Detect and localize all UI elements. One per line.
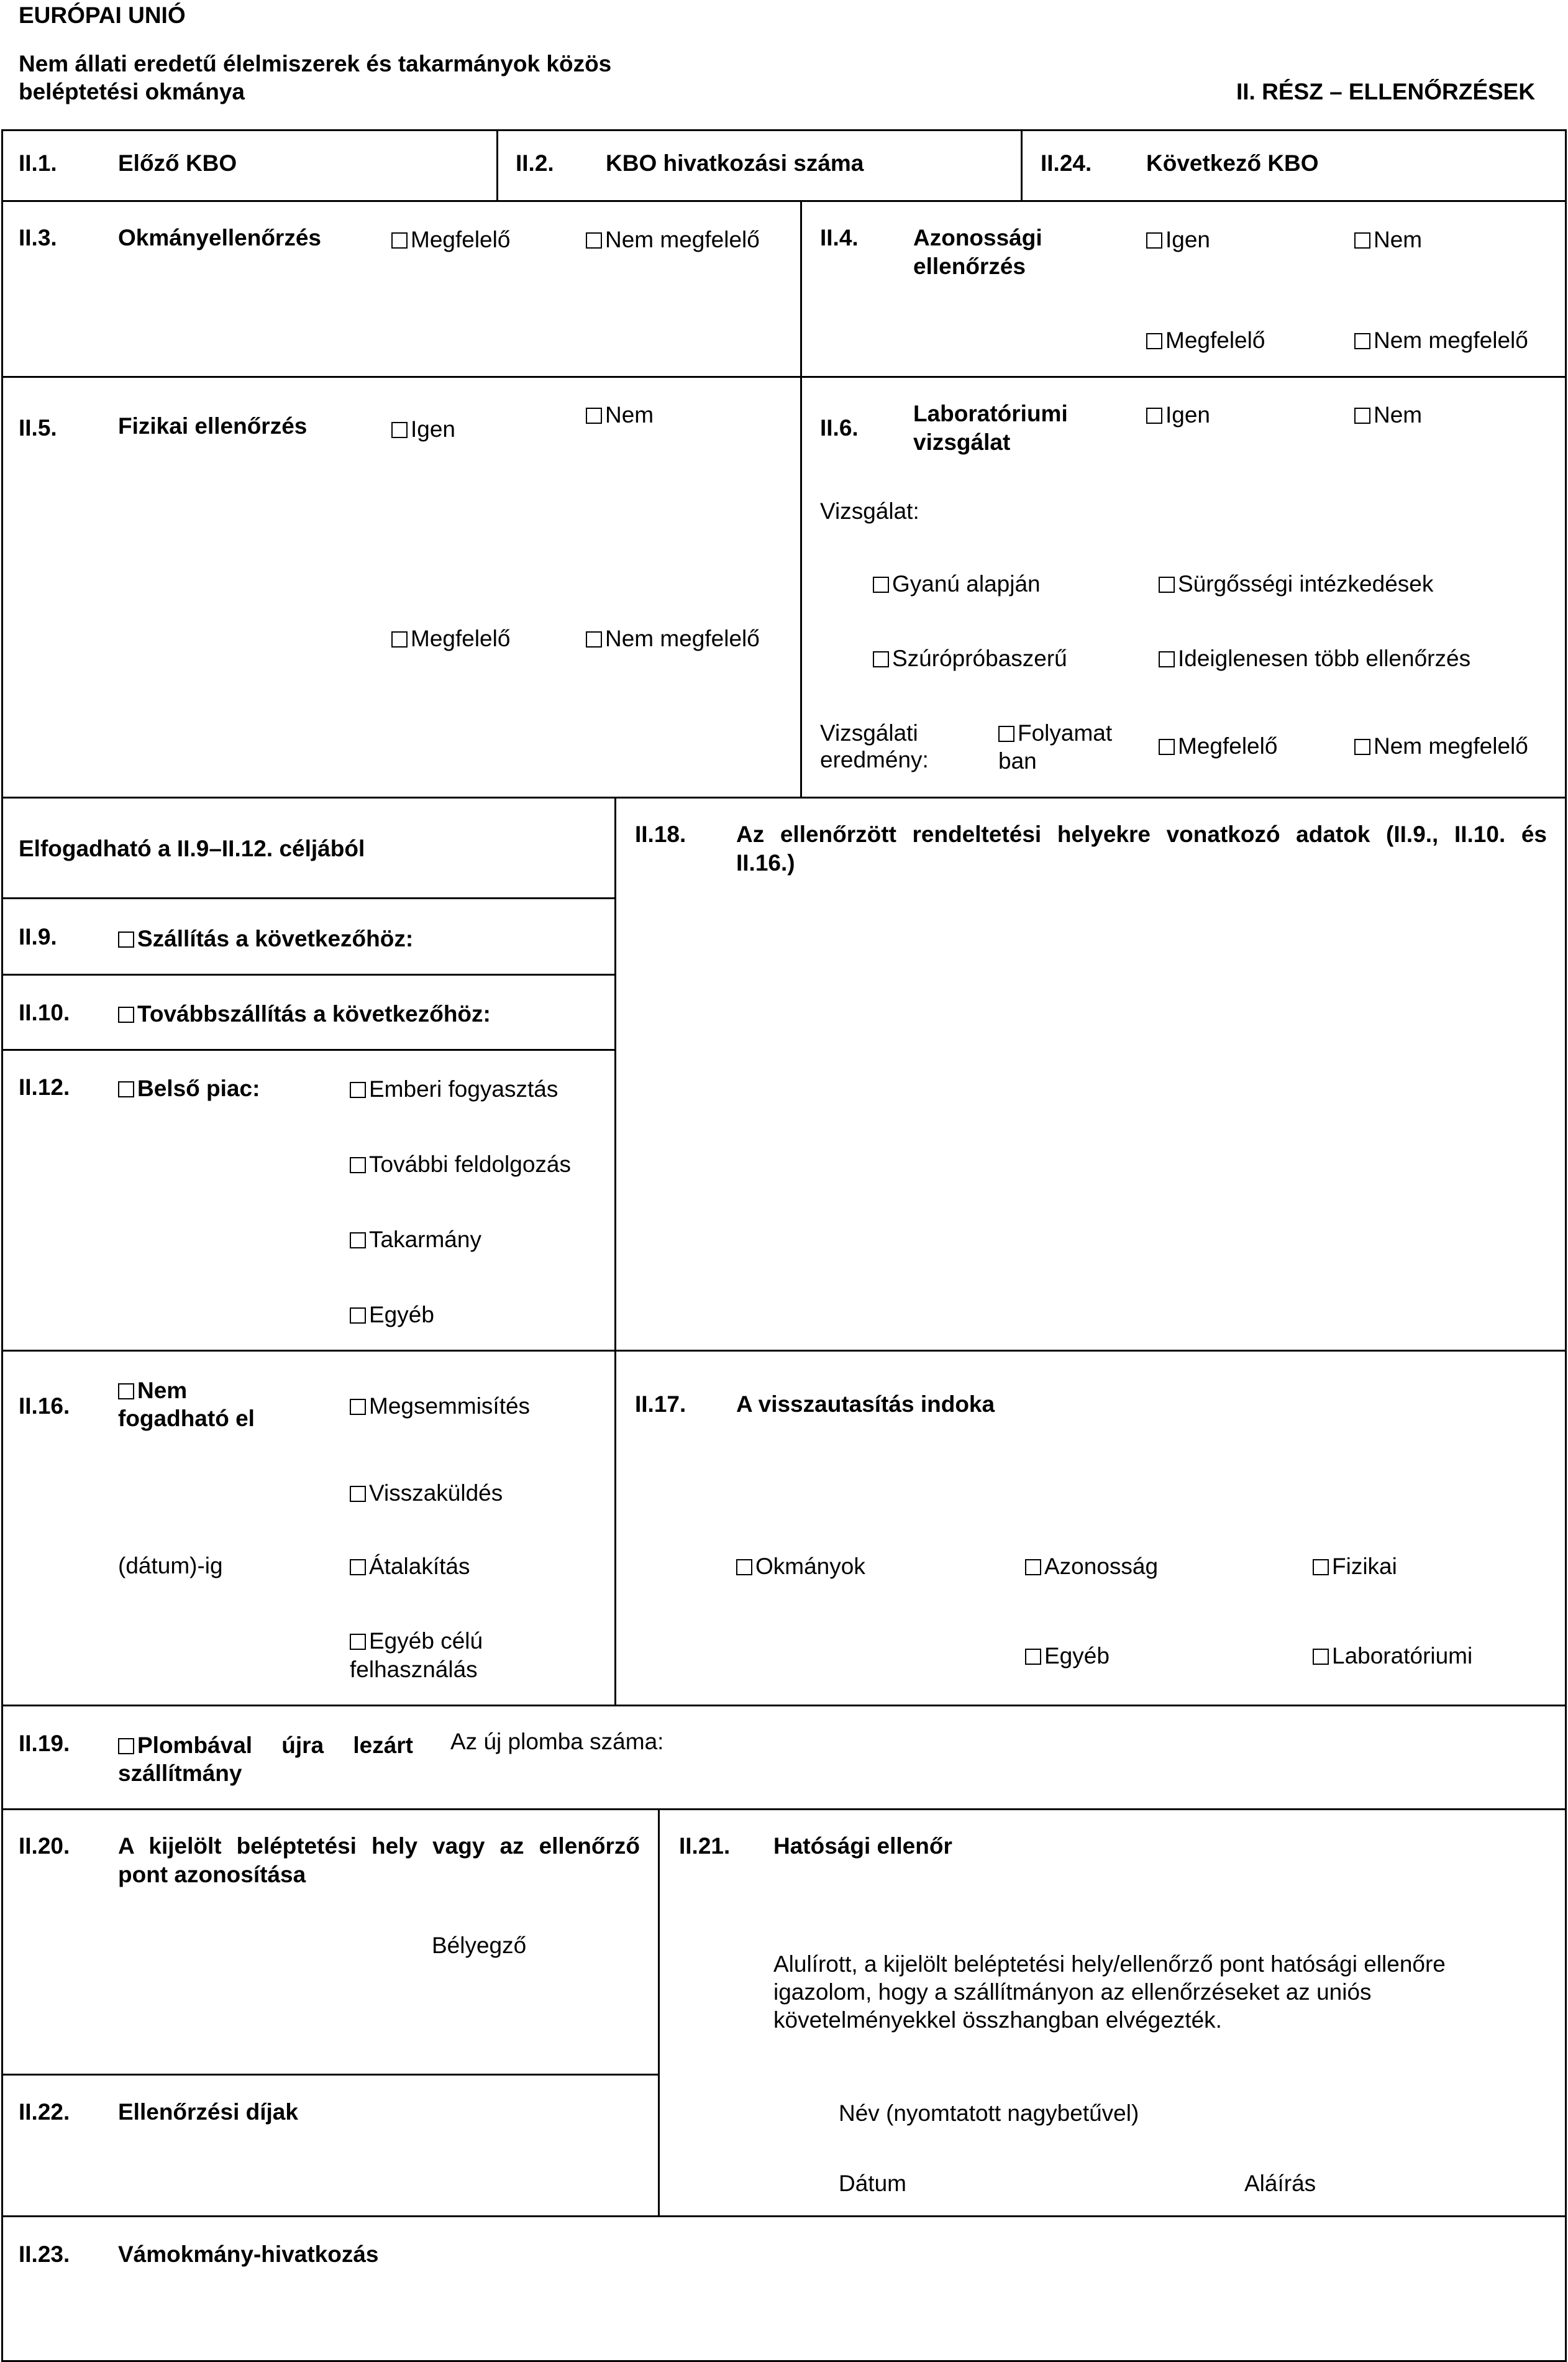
s6-random-option[interactable] — [873, 644, 1067, 673]
s6-no-option[interactable] — [1354, 401, 1422, 429]
s16-transform-option[interactable] — [350, 1552, 470, 1581]
row-line — [1, 376, 1567, 378]
option-label: Nem — [605, 402, 654, 428]
s17-lab-option[interactable] — [1313, 1642, 1472, 1670]
s20-label-line-2: pont azonosítása — [118, 1862, 306, 1887]
frame-top-line — [1, 129, 1567, 131]
s12-processing-option[interactable] — [350, 1150, 571, 1179]
s9-option[interactable] — [118, 925, 413, 953]
s18-label-line-2: II.16.) — [736, 850, 795, 876]
s2-label: KBO hivatkozási száma — [606, 150, 864, 176]
s24-number: II.24. — [1041, 150, 1092, 176]
s17-physical-option[interactable] — [1313, 1552, 1397, 1581]
option-label: Megsemmisítés — [369, 1393, 531, 1419]
option-label: Azonosság — [1044, 1554, 1159, 1579]
option-label: Egyéb — [369, 1302, 434, 1327]
s16-label-line-2: fogadható el — [118, 1406, 255, 1431]
s21-label: Hatósági ellenőr — [773, 1833, 952, 1859]
checkbox[interactable] — [586, 631, 602, 648]
row-line — [1, 200, 1567, 202]
s3-ok-option[interactable] — [391, 226, 510, 254]
s21-number: II.21. — [679, 1833, 731, 1859]
s12-option[interactable] — [118, 1074, 260, 1103]
s3-nok-option[interactable] — [586, 226, 760, 254]
option-label: Igen — [1165, 227, 1211, 252]
checkbox[interactable] — [1146, 408, 1162, 424]
checkbox[interactable] — [118, 1383, 134, 1399]
checkbox[interactable] — [391, 631, 408, 648]
row-line — [1, 1350, 1567, 1352]
checkbox[interactable] — [586, 232, 602, 249]
checkbox[interactable] — [350, 1486, 366, 1502]
row-line — [1, 2215, 1567, 2217]
s4-label-line-1: Azonossági — [913, 225, 1042, 250]
doc-title-line-1: Nem állati eredetű élelmiszerek és takarmányok közös — [19, 51, 612, 76]
s5-no-option[interactable] — [586, 401, 654, 429]
option-label: Ideiglenesen több ellenőrzés — [1178, 646, 1471, 671]
option-label: Igen — [411, 416, 456, 442]
s5-ok-option[interactable] — [391, 625, 510, 653]
s17-other-option[interactable] — [1025, 1642, 1110, 1670]
row-line — [1, 797, 1567, 799]
checkbox[interactable] — [350, 1307, 366, 1324]
checkbox[interactable] — [1313, 1559, 1329, 1575]
checkbox[interactable] — [1159, 739, 1175, 755]
s6-test-label: Vizsgálat: — [820, 498, 919, 524]
checkbox[interactable] — [873, 651, 889, 667]
checkbox[interactable] — [873, 577, 889, 593]
s17-docs-option[interactable] — [736, 1552, 865, 1581]
s19-number: II.19. — [19, 1731, 70, 1756]
s12-feed-option[interactable] — [350, 1225, 481, 1254]
s19-seal-number-label: Az új plomba száma: — [450, 1729, 664, 1754]
option-label: Nem — [1374, 227, 1423, 252]
checkbox[interactable] — [1313, 1649, 1329, 1665]
option-label: Egyéb célú — [369, 1628, 483, 1654]
s21-text-line-1: Alulírott, a kijelölt beléptetési hely/ellenőrző pont hatósági ellenőre — [773, 1951, 1446, 1977]
checkbox[interactable] — [1159, 651, 1175, 667]
checkbox[interactable] — [350, 1399, 366, 1415]
option-label: Átalakítás — [369, 1554, 470, 1579]
s23-label: Vámokmány-hivatkozás — [118, 2241, 379, 2267]
option-label: Megfelelő — [411, 227, 511, 252]
s6-yes-option[interactable] — [1146, 401, 1210, 429]
checkbox[interactable] — [350, 1157, 366, 1173]
checkbox[interactable] — [1354, 408, 1370, 424]
option-label: Folyamat — [1018, 720, 1113, 746]
option-label: Laboratóriumi — [1332, 1643, 1473, 1669]
acceptable-heading: Elfogadható a II.9–II.12. céljából — [19, 836, 365, 861]
col-line — [658, 1808, 660, 2217]
s20-label-line-1: A kijelölt beléptetési hely vagy az ellenőrző — [118, 1833, 640, 1859]
s6-label-line-2: vizsgálat — [913, 429, 1011, 455]
s4-label-line-2: ellenőrzés — [913, 254, 1026, 279]
checkbox[interactable] — [1146, 232, 1162, 249]
option-label: Megfelelő — [1165, 327, 1265, 353]
checkbox[interactable] — [350, 1559, 366, 1575]
s23-number: II.23. — [19, 2241, 70, 2267]
part-title: II. RÉSZ – ELLENŐRZÉSEK — [1236, 79, 1536, 104]
option-label: Nem — [137, 1378, 188, 1403]
s6-pending-option-line-2: ban — [998, 748, 1037, 774]
s1-number: II.1. — [19, 150, 57, 176]
s18-label-line-1: Az ellenőrzött rendeltetési helyekre vonatkozó adatok (II.9., II.10. és — [736, 822, 1547, 847]
option-label: Nem megfelelő — [1374, 733, 1528, 759]
s6-result-label-line-2: eredmény: — [820, 747, 929, 772]
option-label: Okmányok — [755, 1554, 865, 1579]
s4-no-option[interactable] — [1354, 226, 1422, 254]
s1-label: Előző KBO — [118, 150, 237, 176]
checkbox[interactable] — [118, 1007, 134, 1023]
checkbox[interactable] — [350, 1082, 366, 1098]
s6-number: II.6. — [820, 415, 859, 441]
s6-pending-option[interactable] — [998, 719, 1112, 748]
option-label: Szúrópróbaszerű — [892, 646, 1067, 671]
s19-label-line-2: szállítmány — [118, 1760, 242, 1786]
option-label: Nem megfelelő — [605, 626, 760, 651]
checkbox[interactable] — [118, 1081, 134, 1097]
s5-number: II.5. — [19, 415, 57, 441]
s16-number: II.16. — [19, 1393, 70, 1419]
s20-number: II.20. — [19, 1833, 70, 1859]
s12-human-option[interactable] — [350, 1075, 558, 1104]
option-label: Egyéb — [1044, 1643, 1110, 1669]
s6-urgent-option[interactable] — [1159, 570, 1433, 598]
checkbox[interactable] — [391, 232, 408, 249]
row-line — [1, 1705, 1567, 1706]
s16-return-option[interactable] — [350, 1479, 503, 1508]
option-label: Plombával újra lezárt — [137, 1733, 413, 1758]
option-label: Fizikai — [1332, 1554, 1397, 1579]
checkbox[interactable] — [118, 1738, 134, 1754]
option-label: Szállítás a következőhöz: — [137, 926, 414, 951]
checkbox[interactable] — [1354, 333, 1370, 349]
s4-ok-option[interactable] — [1146, 326, 1265, 355]
checkbox[interactable] — [350, 1634, 366, 1650]
eu-heading: EURÓPAI UNIÓ — [19, 2, 186, 28]
option-label: További feldolgozás — [369, 1151, 571, 1177]
s6-temp-option[interactable] — [1159, 644, 1470, 673]
s21-name-label: Név (nyomtatott nagybetűvel) — [839, 2100, 1139, 2126]
s21-text-line-2: igazolom, hogy a szállítmányon az ellenőrzéseket az uniós — [773, 1979, 1372, 2005]
checkbox[interactable] — [1159, 577, 1175, 593]
option-label: Megfelelő — [411, 626, 511, 651]
s10-number: II.10. — [19, 1000, 70, 1025]
s18-number: II.18. — [635, 822, 686, 847]
row-line — [1, 2074, 660, 2076]
s24-label: Következő KBO — [1146, 150, 1319, 176]
s21-text-line-3: követelményekkel összhangban elvégezték. — [773, 2007, 1222, 2033]
option-label: Visszaküldés — [369, 1480, 503, 1506]
s6-ok-option[interactable] — [1159, 732, 1277, 761]
checkbox[interactable] — [391, 422, 408, 438]
stamp-label: Bélyegző — [432, 1933, 527, 1958]
checkbox[interactable] — [998, 726, 1014, 742]
checkbox[interactable] — [586, 408, 602, 424]
s6-label-line-1: Laboratóriumi — [913, 401, 1068, 426]
s16-destroy-option[interactable] — [350, 1392, 530, 1421]
s9-number: II.9. — [19, 924, 57, 950]
checkbox[interactable] — [350, 1232, 366, 1248]
checkbox[interactable] — [1146, 333, 1162, 349]
option-label: Gyanú alapján — [892, 571, 1041, 597]
s16-until-label: (dátum)-ig — [118, 1553, 223, 1578]
s12-other-option[interactable] — [350, 1301, 434, 1329]
checkbox[interactable] — [118, 932, 134, 948]
col-line — [800, 200, 802, 798]
checkbox[interactable] — [1025, 1649, 1041, 1665]
s21-date-label: Dátum — [839, 2171, 906, 2196]
s6-result-label-line-1: Vizsgálati — [820, 720, 918, 746]
s4-yes-option[interactable] — [1146, 226, 1210, 254]
s12-number: II.12. — [19, 1074, 70, 1100]
s22-label: Ellenőrzési díjak — [118, 2099, 298, 2125]
s4-number: II.4. — [820, 225, 859, 250]
row-line — [1, 1049, 616, 1051]
row-line — [1, 897, 616, 899]
option-label: Takarmány — [369, 1227, 481, 1252]
row-line — [1, 1808, 1567, 1810]
s6-suspicion-option[interactable] — [873, 570, 1041, 598]
frame-left-line — [1, 129, 3, 2362]
s5-yes-option[interactable] — [391, 415, 455, 444]
row-line — [1, 974, 616, 976]
s2-number: II.2. — [516, 150, 554, 176]
col-line — [496, 129, 498, 201]
s17-number: II.17. — [635, 1391, 686, 1417]
col-line — [614, 797, 616, 1706]
option-label: Megfelelő — [1178, 733, 1278, 759]
option-label: Továbbszállítás a következőhöz: — [137, 1001, 491, 1027]
s3-number: II.3. — [19, 225, 57, 250]
option-label: Belső piac: — [137, 1076, 260, 1101]
option-label: Nem megfelelő — [1374, 327, 1528, 353]
checkbox[interactable] — [736, 1559, 752, 1575]
s22-number: II.22. — [19, 2099, 70, 2125]
s10-option[interactable] — [118, 1000, 491, 1028]
s16-other-use-line-2: felhasználás — [350, 1657, 478, 1682]
s17-identity-option[interactable] — [1025, 1552, 1158, 1581]
s4-nok-option[interactable] — [1354, 326, 1528, 355]
option-label: Nem megfelelő — [605, 227, 760, 252]
col-line — [1021, 129, 1023, 201]
s5-label: Fizikai ellenőrzés — [118, 413, 308, 439]
checkbox[interactable] — [1354, 739, 1370, 755]
s3-label: Okmányellenőrzés — [118, 225, 321, 250]
checkbox[interactable] — [1354, 232, 1370, 249]
doc-title-line-2: beléptetési okmánya — [19, 79, 245, 104]
s21-signature-label: Aláírás — [1244, 2171, 1316, 2196]
option-label: Igen — [1165, 402, 1211, 428]
frame-right-line — [1565, 129, 1567, 2362]
s19-option[interactable] — [118, 1731, 413, 1760]
s17-label: A visszautasítás indoka — [736, 1391, 995, 1417]
option-label: Emberi fogyasztás — [369, 1076, 558, 1102]
option-label: Nem — [1374, 402, 1423, 428]
s16-option[interactable] — [118, 1376, 187, 1405]
s16-other-use-option[interactable] — [350, 1627, 483, 1655]
option-label: Sürgősségi intézkedések — [1178, 571, 1434, 597]
s6-nok-option[interactable] — [1354, 732, 1528, 761]
checkbox[interactable] — [1025, 1559, 1041, 1575]
s5-nok-option[interactable] — [586, 625, 760, 653]
